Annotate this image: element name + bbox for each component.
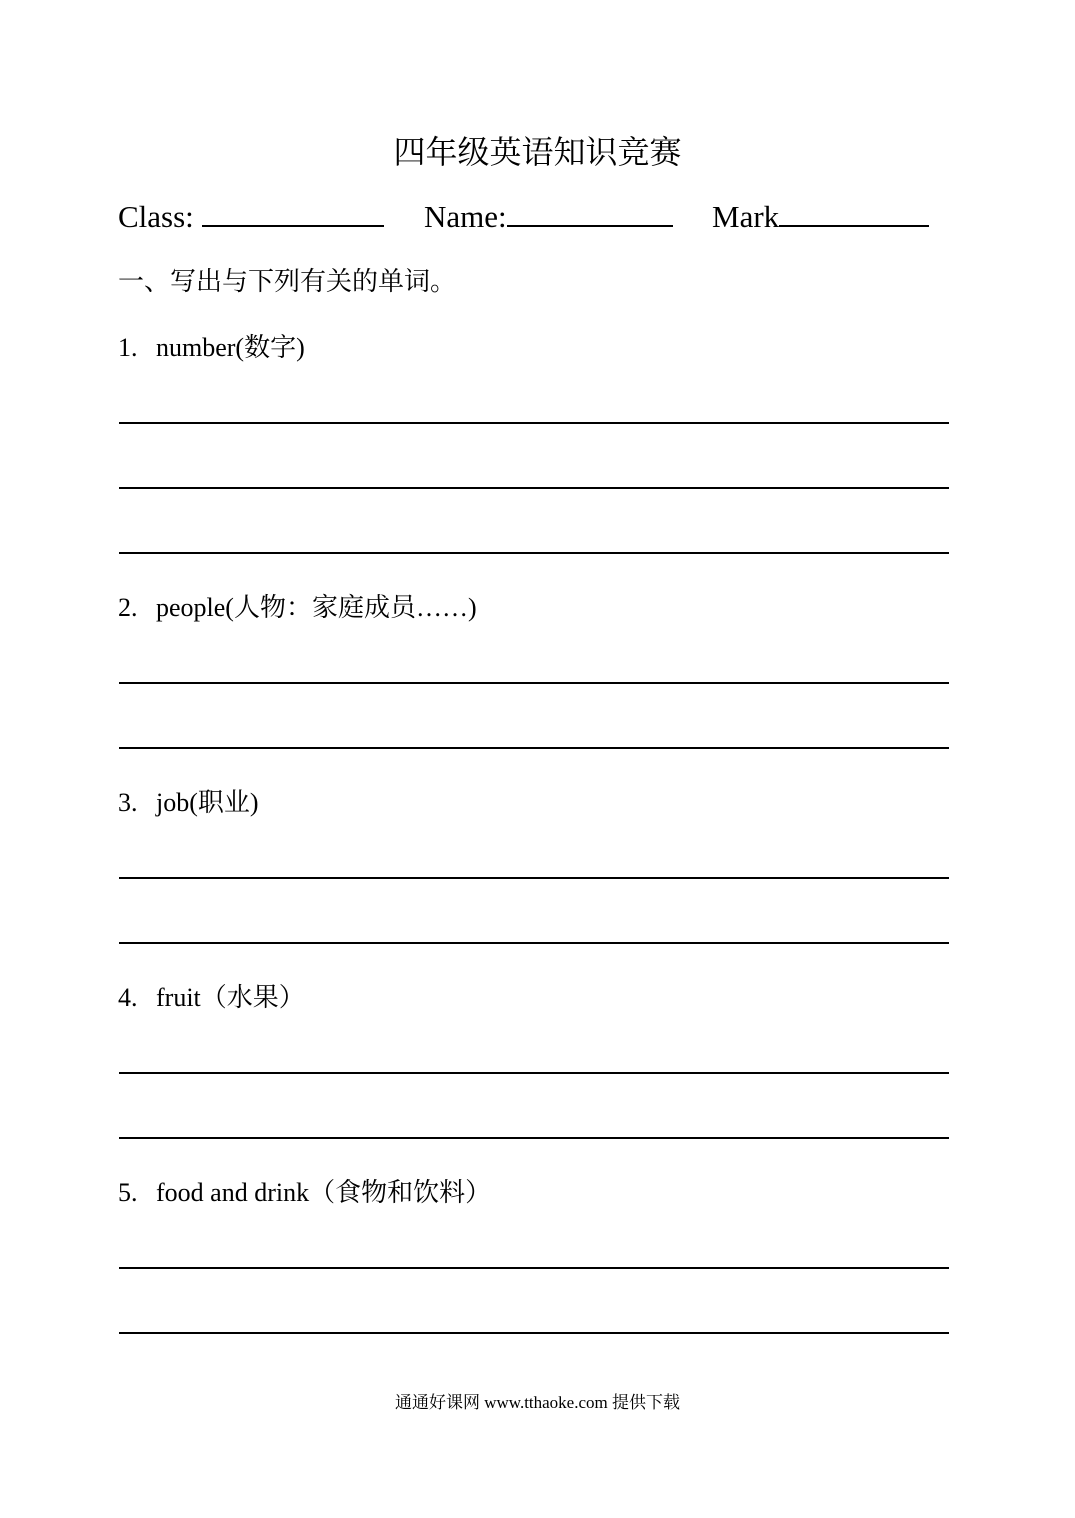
page-title: 四年级英语知识竞赛: [393, 134, 682, 170]
mark-label: Mark: [712, 199, 780, 234]
mark-blank[interactable]: [779, 195, 929, 227]
answer-line[interactable]: [119, 747, 949, 749]
class-blank[interactable]: [202, 195, 384, 227]
question-number: 3.: [118, 788, 138, 817]
name-label: Name:: [424, 199, 507, 234]
question-5: [118, 1173, 491, 1213]
answer-line[interactable]: [119, 942, 949, 944]
question-3: [118, 783, 259, 823]
class-label: Class:: [118, 199, 194, 234]
answer-line[interactable]: [119, 1267, 949, 1269]
question-1: [118, 328, 305, 368]
question-number: 2.: [118, 593, 138, 622]
answer-line[interactable]: [119, 682, 949, 684]
question-text: people(人物：家庭成员……): [156, 593, 477, 622]
answer-line[interactable]: [119, 1072, 949, 1074]
answer-line[interactable]: [119, 552, 949, 554]
section-heading: 一、写出与下列有关的单词。: [118, 267, 457, 296]
question-text: fruit（水果）: [156, 983, 305, 1012]
question-2: [118, 588, 477, 628]
answer-line[interactable]: [119, 422, 949, 424]
question-number: 1.: [118, 333, 138, 362]
answer-line[interactable]: [119, 487, 949, 489]
question-text: number(数字): [156, 333, 305, 362]
footer-credit: 通通好课网 www.tthaoke.com 提供下载: [394, 1393, 681, 1412]
question-4: [118, 978, 305, 1018]
answer-line[interactable]: [119, 1332, 949, 1334]
question-text: food and drink（食物和饮料）: [156, 1178, 492, 1207]
name-field: [424, 194, 673, 240]
answer-line[interactable]: [119, 1137, 949, 1139]
name-blank[interactable]: [507, 195, 673, 227]
class-field: [118, 194, 384, 240]
question-text: job(职业): [156, 788, 259, 817]
question-number: 4.: [118, 983, 138, 1012]
answer-line[interactable]: [119, 877, 949, 879]
mark-field: [712, 194, 929, 240]
question-number: 5.: [118, 1178, 138, 1207]
